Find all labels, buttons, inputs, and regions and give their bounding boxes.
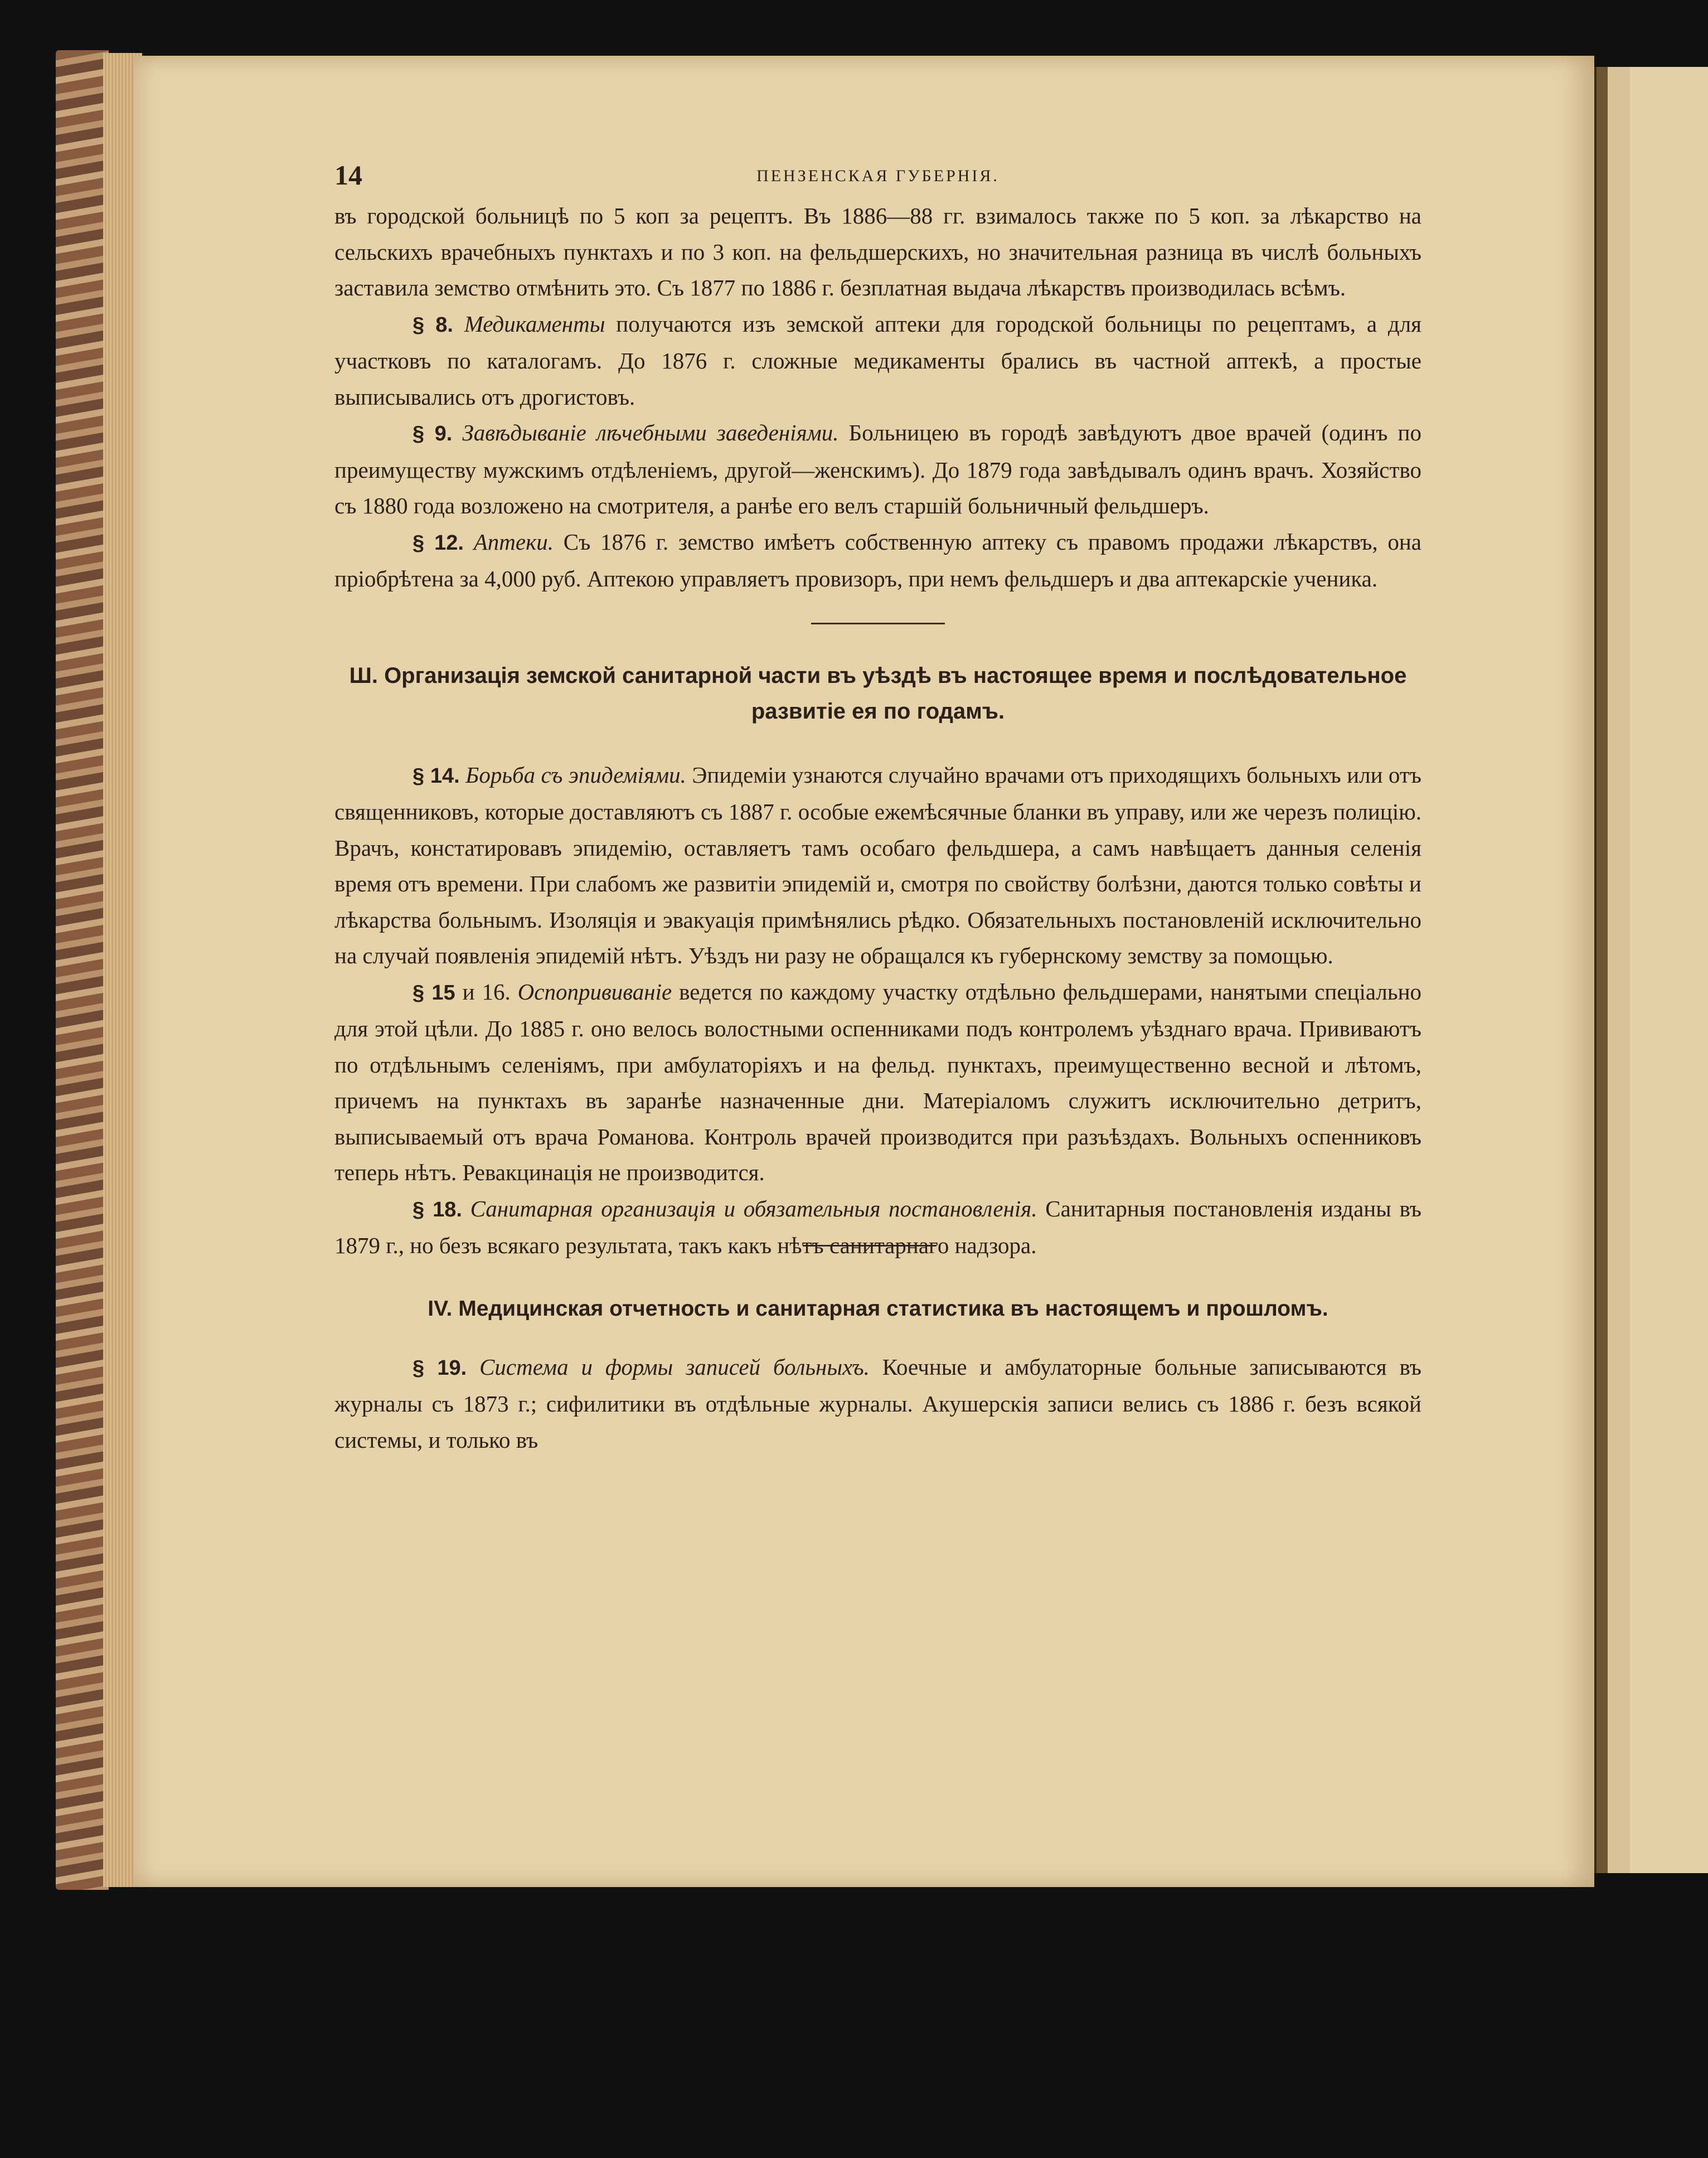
section-title: Борьба съ эпидеміями. xyxy=(465,762,686,788)
section-title: Система и формы записей больныхъ. xyxy=(479,1354,870,1380)
section-title: Оспопрививаніе xyxy=(517,978,672,1005)
page-number: 14 xyxy=(334,159,362,191)
running-head: ПЕНЗЕНСКАЯ ГУБЕРНІЯ. xyxy=(756,167,999,185)
paragraph-intro: въ городской больницѣ по 5 коп за рецептъ. Въ 1886—88 гг. взималось также по 5 коп. за лѣкарство на сельскихъ врачебныхъ пунктахъ и по 3 коп. на фельдшерскихъ, но значительная разница въ числѣ больныхъ заставила земство отмѣнить это. Съ 1877 по 1886 г. безплатная выдача лѣкарствъ производилась всѣмъ. xyxy=(334,203,1421,300)
page-content xyxy=(334,159,1421,1458)
section-text: Съ 1876 г. земство имѣетъ собственную аптеку съ правомъ продажи лѣкарствъ, она пріобрѣтена за 4,000 руб. Аптекою управляетъ провизоръ, при немъ фельдшеръ и два аптекарскіе ученика. xyxy=(334,528,1421,591)
section-text: Больницею въ городѣ завѣдуютъ двое врачей (одинъ по преимуществу мужскимъ отдѣленіемъ, другой—женскимъ). До 1879 года завѣдывалъ одинъ врачъ. Хозяйство съ 1880 года возложено на смотрителя, а ранѣе его велъ старшій больничный фельдшеръ. xyxy=(334,420,1421,518)
section-number: § 19. xyxy=(413,1356,467,1380)
section-title: Завѣдываніе лѣчебными заведеніями. xyxy=(462,420,839,445)
section-number: § 8. xyxy=(413,313,453,337)
section-number-cont: и 16. xyxy=(462,978,511,1005)
paragraph-19 xyxy=(334,1349,1421,1458)
section-number: § 14. xyxy=(413,764,460,788)
facing-page-edge xyxy=(1594,67,1708,1873)
section-number: § 12. xyxy=(413,531,464,555)
section-text: Эпидеміи узнаются случайно врачами отъ приходящихъ больныхъ или отъ священниковъ, которые доставляютъ съ 1887 г. особые ежемѣсячные бланки въ управу, или же черезъ полицію. Врачъ, констатировавъ эпидемію, оставляетъ тамъ особаго фельдшера, а самъ навѣщаетъ данныя селенія время отъ времени. При слабомъ же развитіи эпидемій и, смотря по свойству болѣзни, даются только совѣты и лѣкарства больнымъ. Изоляція и эвакуація примѣнялись рѣдко. Обязательныхъ постановленій исключительно на случай появленія эпидемій нѣтъ. Уѣздъ ни разу не обращался къ губернскому земству за помощью. xyxy=(334,762,1422,968)
section-divider xyxy=(811,623,945,624)
section-text: Коечные и амбулаторные больные записываются въ журналы съ 1873 г.; сифилитики въ отдѣльные журналы. Акушерскія записи велись съ 1886 г. безъ всякой системы, и только въ xyxy=(334,1354,1422,1453)
section-text: ведется по каждому участку отдѣльно фельдшерами, нанятыми спеціально для этой цѣли. До 1885 г. оно велось волостными оспенниками подъ контролемъ уѣзднаго врача. Прививаютъ по отдѣльнымъ селеніямъ, при амбулаторіяхъ и на фельд. пунктахъ, преимущественно весной и лѣтомъ, причемъ на пунктахъ въ заранѣе назначенные дни. Матеріаломъ служитъ исключительно детритъ, выписываемый отъ врача Романова. Контроль врачей производится при разъѣздахъ. Вольныхъ оспенниковъ теперь нѣтъ. Ревакцинація не производится. xyxy=(334,978,1422,1185)
section-text: получаются изъ земской аптеки для городской больницы по рецептамъ, а для участковъ по каталогамъ. До 1876 г. сложные медикаменты брались въ частной аптекѣ, а простые выписывались отъ дрогистовъ. xyxy=(334,311,1422,410)
paragraph-9 xyxy=(334,415,1421,524)
section-title: Медикаменты xyxy=(464,311,605,337)
section-number: § 15 xyxy=(413,981,455,1005)
section-title: Санитарная организація и обязательныя постановленія. xyxy=(470,1195,1037,1221)
paragraph-8 xyxy=(334,306,1421,415)
paragraph-14 xyxy=(334,757,1421,974)
book-edge xyxy=(56,50,109,1890)
section-title: Аптеки. xyxy=(473,528,554,555)
section-heading-3: Ш. Организація земской санитарной части въ уѣздѣ въ настоящее время и послѣдовательное развитіе ея по годамъ. xyxy=(349,663,1407,724)
section-text: Санитарныя постановленія изданы въ 1879 г., но безъ всякаго результата, такъ какъ нѣтъ санитарнаго надзора. xyxy=(334,1195,1421,1258)
page-header xyxy=(334,159,1421,198)
section-heading-4: IV. Медицинская отчетность и санитарная статистика въ настоящемъ и прошломъ. xyxy=(428,1296,1328,1321)
paragraph-15 xyxy=(334,974,1421,1191)
section-number: § 9. xyxy=(413,422,453,445)
paragraph-12 xyxy=(334,524,1421,597)
section-number: § 18. xyxy=(413,1197,462,1221)
